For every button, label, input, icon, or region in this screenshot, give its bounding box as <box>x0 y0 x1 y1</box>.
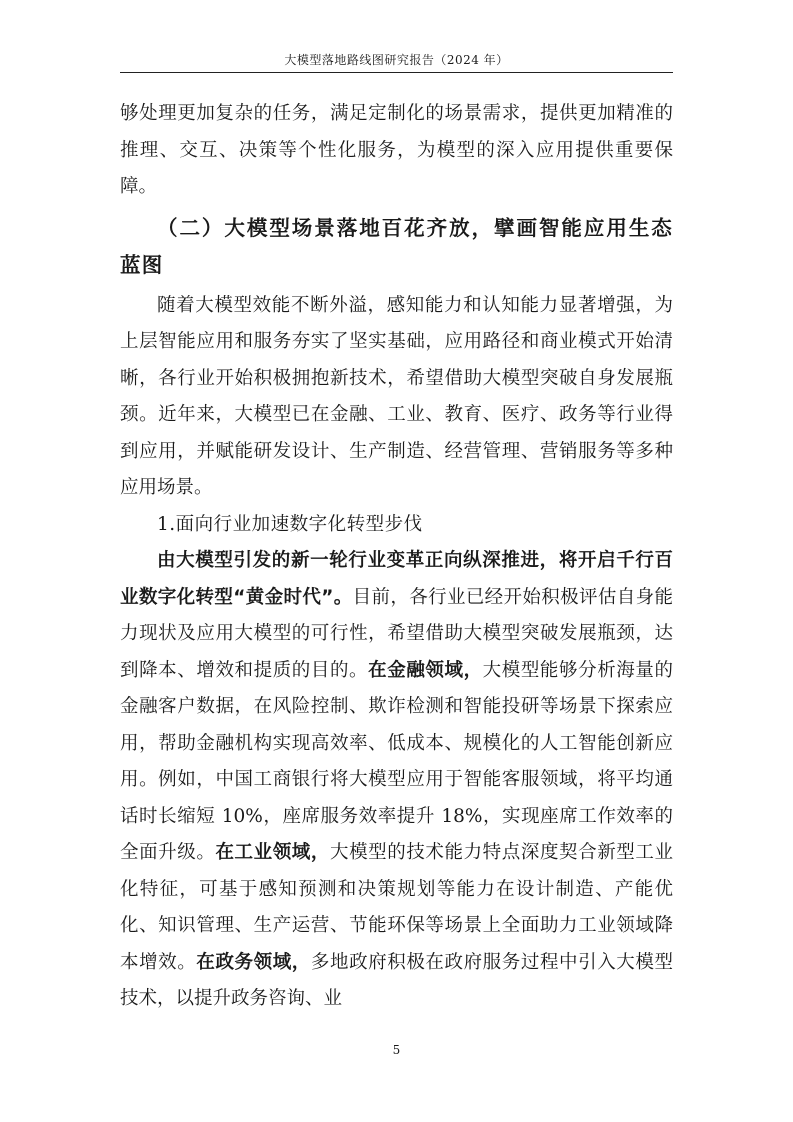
bold-lead-sentence: 由大模型引发的新一轮行业变革正向纵深推进，将开启千行百业数字化转型“黄金时代”。 <box>120 550 673 608</box>
paragraph-industry <box>120 543 673 1018</box>
subsection-heading: 1.面向行业加速数字化转型步伐 <box>157 513 423 535</box>
bold-government-label: 在政务领域， <box>196 951 311 973</box>
paragraph-text: 目前，各行业已经开始积极评估自身能力现状及应用大模型的可行性，希望借助大模型突破发展瓶颈，达到降本、增效和提质的目的。 <box>120 586 673 681</box>
page-content <box>120 96 673 1018</box>
running-header: 大模型落地路线图研究报告（2024 年） <box>284 53 509 67</box>
header-rule <box>120 72 673 73</box>
paragraph-text: 大模型能够分析海量的金融客户数据，在风险控制、欺诈检测和智能投研等场景下探索应用，帮助金融机构实现高效率、低成本、规模化的人工智能创新应用。例如，中国工商银行将大模型应用于智能客服领域，将平均通话时长缩短 10%，座席服务效率提升 18%，实现座席工作效率的全面升级。 <box>120 659 673 863</box>
bold-finance-label: 在金融领域， <box>368 659 483 681</box>
paragraph-text: 大模型的技术能力特点深度契合新型工业化特征，可基于感知预测和决策规划等能力在设计制造、产能优化、知识管理、生产运营、节能环保等场景上全面助力工业领域降本增效。 <box>120 842 673 973</box>
section-heading: （二）大模型场景落地百花齐放，擘画智能应用生态蓝图 <box>120 215 673 277</box>
bold-industry-label: 在工业领域， <box>215 842 330 863</box>
paragraph-intro: 随着大模型效能不断外溢，感知能力和认知能力显著增强，为上层智能应用和服务夯实了坚实基础，应用路径和商业模式开始清晰，各行业开始积极拥抱新技术，希望借助大模型突破自身发展瓶颈。近年来，大模型已在金融、工业、教育、医疗、政务等行业得到应用，并赋能研发设计、生产制造、经营管理、营销服务等多种应用场景。 <box>120 294 673 498</box>
paragraph-text: 多地政府积极在政府服务过程中引入大模型技术，以提升政务咨询、业 <box>120 951 673 1009</box>
page-number: 5 <box>392 1043 401 1057</box>
paragraph-continuation: 够处理更加复杂的任务，满足定制化的场景需求，提供更加精准的推理、交互、决策等个性化服务，为模型的深入应用提供重要保障。 <box>120 103 673 197</box>
